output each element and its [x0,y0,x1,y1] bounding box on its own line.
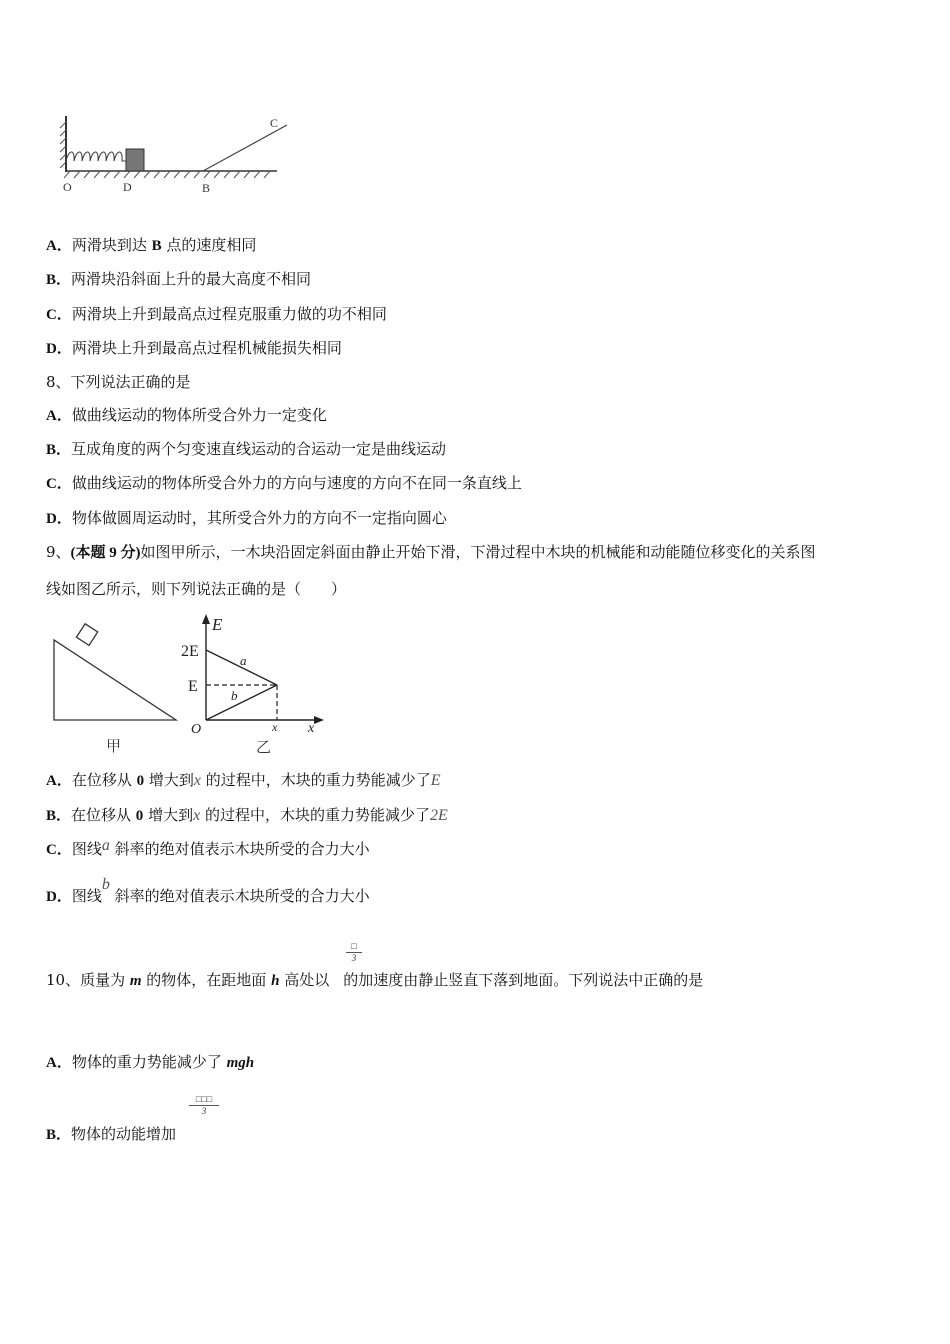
line-a-label: a [240,653,247,668]
line-b-label: b [231,688,238,703]
q9-option-d: D．图线b 斜率的绝对值表示木块所受的合力大小 [46,876,370,905]
q8-option-d: D．物体做圆周运动时，其所受合外力的方向不一定指向圆心 [46,509,447,527]
q8-stem: 8、下列说法正确的是 [46,373,191,391]
y-axis-label: E [212,615,223,634]
q9-stem-line2: 线如图乙所示，则下列说法正确的是（ ） [46,580,347,598]
spring-block-incline-figure [60,112,295,198]
label-d: D [123,180,132,194]
label-yi: 乙 [256,740,272,756]
line-b [206,685,277,720]
energy-graph-yi [178,612,328,760]
q9-option-c: C．图线a 斜率的绝对值表示木块所受的合力大小 [46,837,370,858]
q7-option-d: D．两滑块上升到最高点过程机械能损失相同 [46,339,342,357]
q10-stem: 10、质量为 m 的物体，在距地面 h 高处以 的加速度由静止竖直下落到地面。下列说法中正确的是 [46,971,704,989]
q7-option-b: B．两滑块沿斜面上升的最大高度不相同 [46,270,312,288]
q7-option-a: A．两滑块到达 B 点的速度相同 [46,236,257,254]
q7-option-c: C．两滑块上升到最高点过程克服重力做的功不相同 [46,305,387,323]
q8-option-b: B．互成角度的两个匀变速直线运动的合运动一定是曲线运动 [46,440,447,458]
origin-label: O [191,722,202,737]
q8-option-a: A．做曲线运动的物体所受合外力一定变化 [46,406,327,424]
q9-stem-line1: 9、(本题 9 分)如图甲所示，一木块沿固定斜面由静止开始下滑，下滑过程中木块的机械能和动能随位移变化的关系图 [46,543,816,561]
label-b: B [202,181,211,195]
tick-x-label: x [272,720,278,734]
q9-option-b: B．在位移从 0 增大到x 的过程中，木块的重力势能减少了2E [46,806,448,824]
q8-option-c: C．做曲线运动的物体所受合外力的方向与速度的方向不在同一条直线上 [46,474,522,492]
q10-b-fraction: □□□ 3 [189,1094,219,1117]
wood-block [76,624,97,646]
q10-option-a: A．物体的重力势能减少了 mgh [46,1053,255,1071]
q10-option-b: B．物体的动能增加 [46,1125,177,1143]
q9-option-a: A．在位移从 0 增大到x 的过程中，木块的重力势能减少了E [46,771,441,789]
incline-figure-jia [50,628,185,758]
block [126,149,144,171]
label-jia: 甲 [106,739,122,755]
spring [66,152,126,161]
incline [203,125,287,171]
tick-e-label: E [188,678,198,695]
label-c: C [270,116,279,130]
q10-fraction: □ 3 [346,941,362,964]
tick-2e-label: 2E [181,643,199,660]
label-o: O [63,180,72,194]
x-axis-label: x [308,721,315,736]
